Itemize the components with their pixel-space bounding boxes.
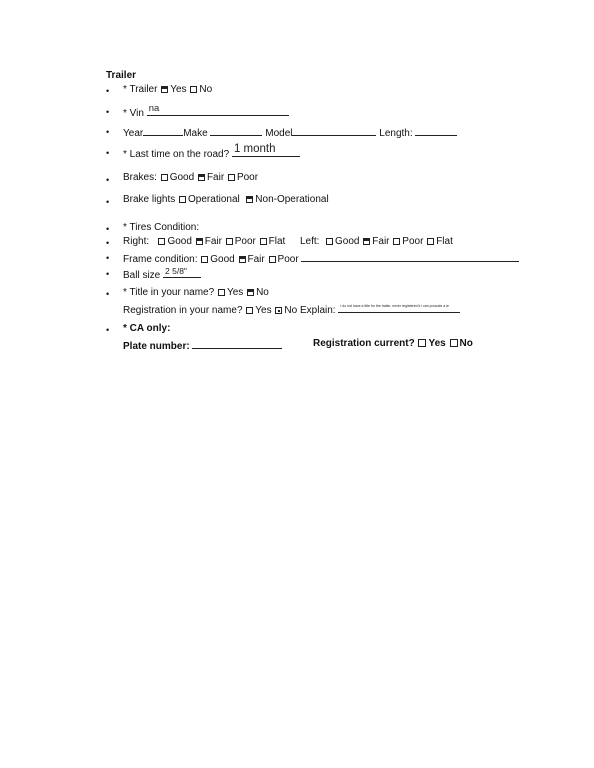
length-label: Length: [379, 128, 413, 139]
title-yes-label: Yes [226, 287, 244, 298]
ca-only-label: * CA only: [123, 323, 171, 334]
left-good-checkbox[interactable] [326, 238, 333, 245]
registration-yes-checkbox[interactable] [246, 307, 253, 314]
tires-label: * Tires Condition: [123, 222, 200, 233]
left-flat-checkbox[interactable] [427, 238, 434, 245]
tires-right-row [123, 236, 285, 247]
reg-current-yes-label: Yes [428, 338, 446, 349]
bullet: • [106, 269, 110, 279]
title-label: * Title in your name? [123, 287, 215, 298]
bullet: • [106, 325, 110, 335]
registration-label: Registration in your name? [123, 305, 243, 316]
brakes-fair-label: Fair [206, 172, 225, 183]
frame-poor-checkbox[interactable] [269, 256, 276, 263]
ball-size-value: 2 5/8" [165, 266, 187, 276]
registration-explain-field[interactable] [338, 302, 460, 313]
trailer-no-checkbox[interactable] [190, 86, 197, 93]
ball-size-label: Ball size [123, 270, 161, 281]
brake-lights-operational-checkbox[interactable] [179, 196, 186, 203]
right-flat-checkbox[interactable] [260, 238, 267, 245]
left-poor-label: Poor [402, 236, 424, 247]
trailer-label: * Trailer [123, 84, 158, 95]
reg-current-no-checkbox[interactable] [450, 339, 458, 347]
tires-right-label: Right: [123, 236, 150, 247]
brakes-label: Brakes: [123, 172, 157, 183]
bullet: • [106, 224, 110, 234]
right-fair-checkbox[interactable] [196, 238, 203, 245]
reg-current-no-label: No [459, 338, 473, 349]
right-good-checkbox[interactable] [158, 238, 165, 245]
registration-no-label: No [284, 305, 298, 316]
last-road-row [123, 143, 300, 160]
right-poor-label: Poor [234, 236, 256, 247]
reg-current-row [313, 338, 473, 349]
registration-no-checkbox[interactable] [275, 307, 282, 314]
frame-fair-label: Fair [247, 254, 265, 265]
bullet: • [106, 86, 110, 96]
last-road-field[interactable] [232, 143, 300, 157]
length-field[interactable] [415, 125, 457, 136]
tires-left-row [300, 236, 453, 247]
vin-row [123, 105, 289, 119]
vin-label: * Vin [123, 108, 144, 119]
bullet: • [106, 127, 110, 137]
brakes-fair-checkbox[interactable] [198, 174, 205, 181]
right-fair-label: Fair [204, 236, 222, 247]
frame-good-checkbox[interactable] [201, 256, 208, 263]
plate-row [123, 338, 282, 352]
last-road-value: 1 month [233, 143, 276, 155]
registration-yes-label: Yes [255, 305, 272, 316]
title-no-label: No [256, 287, 269, 298]
brakes-good-checkbox[interactable] [161, 174, 168, 181]
model-label: Model [265, 128, 293, 139]
vin-field[interactable] [147, 105, 289, 116]
bullet: • [106, 175, 110, 185]
bullet: • [106, 289, 110, 299]
frame-poor-label: Poor [277, 254, 299, 265]
brakes-row [123, 172, 258, 183]
brakes-poor-checkbox[interactable] [228, 174, 235, 181]
registration-explain-value: I do not have a title for the trailer, never registered it i can procude a le [340, 304, 449, 308]
title-no-checkbox[interactable] [247, 289, 254, 296]
trailer-row [123, 84, 212, 95]
right-poor-checkbox[interactable] [226, 238, 233, 245]
frame-notes-field[interactable] [301, 251, 519, 262]
registration-explain-label: Explain: [299, 305, 336, 316]
frame-row [123, 251, 519, 265]
frame-good-label: Good [210, 254, 235, 265]
make-label: Make [183, 128, 208, 139]
year-field[interactable] [143, 125, 183, 136]
plate-field[interactable] [192, 338, 282, 349]
model-field[interactable] [292, 125, 376, 136]
title-row [123, 287, 269, 298]
left-fair-label: Fair [372, 236, 390, 247]
trailer-yes-checkbox[interactable] [161, 86, 168, 93]
year-label: Year [123, 128, 144, 139]
brake-lights-non-operational-checkbox[interactable] [246, 196, 253, 203]
registration-row [123, 302, 460, 316]
reg-current-yes-checkbox[interactable] [418, 339, 426, 347]
make-field[interactable] [210, 125, 262, 136]
trailer-no-label: No [199, 84, 213, 95]
left-flat-label: Flat [436, 236, 453, 247]
left-fair-checkbox[interactable] [363, 238, 370, 245]
bullet: • [106, 253, 110, 263]
title-yes-checkbox[interactable] [218, 289, 225, 296]
brake-lights-label: Brake lights [123, 194, 176, 205]
reg-current-label: Registration current? [313, 338, 415, 349]
left-poor-checkbox[interactable] [393, 238, 400, 245]
trailer-yes-label: Yes [170, 84, 187, 95]
bullet: • [106, 107, 110, 117]
tires-left-label: Left: [300, 236, 320, 247]
right-good-label: Good [167, 236, 192, 247]
ball-size-field[interactable] [163, 267, 201, 278]
vin-value: na [148, 103, 160, 114]
bullet: • [106, 238, 110, 248]
plate-label: Plate number: [123, 341, 190, 352]
bullet: • [106, 197, 110, 207]
specs-row [123, 125, 457, 139]
right-flat-label: Flat [268, 236, 286, 247]
frame-label: Frame condition: [123, 254, 198, 265]
brake-lights-row [123, 194, 329, 205]
frame-fair-checkbox[interactable] [239, 256, 246, 263]
brake-lights-operational-label: Operational [188, 194, 240, 205]
brakes-good-label: Good [169, 172, 195, 183]
last-road-label: * Last time on the road? [123, 149, 230, 160]
ball-size-row [123, 267, 201, 281]
brakes-poor-label: Poor [236, 172, 259, 183]
section-title: Trailer [106, 70, 137, 81]
bullet: • [106, 148, 110, 158]
left-good-label: Good [335, 236, 360, 247]
brake-lights-non-operational-label: Non-Operational [255, 194, 329, 205]
